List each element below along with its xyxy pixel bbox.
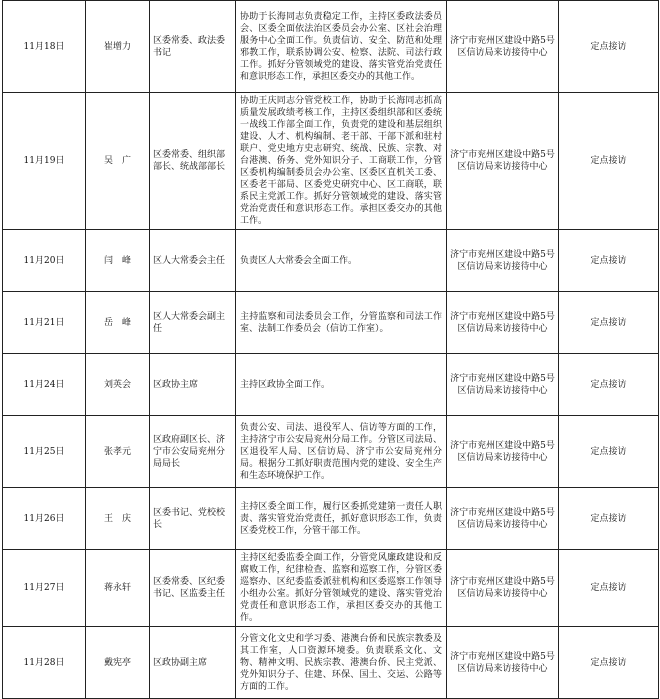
table-row xyxy=(3,627,659,699)
visit-date: 11月25日 xyxy=(3,416,86,488)
official-position: 区政协主席 xyxy=(150,354,236,416)
table-row xyxy=(3,230,659,292)
visit-date: 11月24日 xyxy=(3,354,86,416)
visit-schedule-table xyxy=(2,0,659,699)
official-name: 吴 广 xyxy=(86,93,150,230)
official-position: 区委常委、组织部部长、统战部部长 xyxy=(150,93,236,230)
official-name: 刘英会 xyxy=(86,354,150,416)
visit-address: 济宁市兖州区建设中路5号区信访局来访接待中心 xyxy=(447,292,559,354)
official-name: 蒋永轩 xyxy=(86,550,150,627)
visit-address: 济宁市兖州区建设中路5号区信访局来访接待中心 xyxy=(447,230,559,292)
reception-mode: 定点接访 xyxy=(559,416,659,488)
official-position: 区政府副区长、济宁市公安局兖州分局局长 xyxy=(150,416,236,488)
table-row xyxy=(3,550,659,627)
table-row xyxy=(3,354,659,416)
visit-address: 济宁市兖州区建设中路5号区信访局来访接待中心 xyxy=(447,416,559,488)
official-position: 区委常委、区纪委书记、区监委主任 xyxy=(150,550,236,627)
official-position: 区人大常委会副主任 xyxy=(150,292,236,354)
reception-mode: 定点接访 xyxy=(559,1,659,93)
visit-address: 济宁市兖州区建设中路5号区信访局来访接待中心 xyxy=(447,627,559,699)
visit-address: 济宁市兖州区建设中路5号区信访局来访接待中心 xyxy=(447,488,559,550)
official-duties: 主持区纪委监委全面工作，分管党风廉政建设和反腐败工作，纪律检查、监察和巡察工作，分管区委巡察办、区纪委监委派驻机构和区委巡察工作领导小组办公室。抓好分管领域党的建设、落实管党治党责任和意识形态工作，承担区委交办的其他工作。 xyxy=(236,550,447,627)
visit-address: 济宁市兖州区建设中路5号区信访局来访接待中心 xyxy=(447,1,559,93)
reception-mode: 定点接访 xyxy=(559,627,659,699)
visit-date: 11月21日 xyxy=(3,292,86,354)
table-row xyxy=(3,1,659,93)
official-duties: 协助王庆同志分管党校工作，协助于长海同志抓高质量发展政绩考核工作，主持区委组织部和区委统一战线工作部全面工作，负责党的建设和基层组织建设、人才、机构编制、老干部、干部下派和驻村联户、党史地方史志研究、统战、民族、宗教、对台港澳、侨务、党外知识分子、工商联工作，分管区委机构编制委员会办公室、区委区直机关工委、区委老干部局、区委党史研究中心、区工商联，联系民主党派工作。抓好分管领域党的建设、落实管党治党责任和意识形态工作。承担区委交办的其他工作。 xyxy=(236,93,447,230)
visit-date: 11月20日 xyxy=(3,230,86,292)
table-row xyxy=(3,93,659,230)
visit-address: 济宁市兖州区建设中路5号区信访局来访接待中心 xyxy=(447,93,559,230)
reception-mode: 定点接访 xyxy=(559,488,659,550)
table-row xyxy=(3,416,659,488)
official-duties: 主持区委全面工作，履行区委抓党建第一责任人职责、落实管党治党责任，抓好意识形态工作，负责区委党校工作，分管干部工作。 xyxy=(236,488,447,550)
official-position: 区政协副主席 xyxy=(150,627,236,699)
official-position: 区委书记、党校校长 xyxy=(150,488,236,550)
official-position: 区人大常委会主任 xyxy=(150,230,236,292)
table-row xyxy=(3,292,659,354)
official-duties: 协助于长海同志负责稳定工作，主持区委政法委员会、区委全面依法治区委员会办公室、区社会治理服务中心全面工作。负责信访、安全、防范和处理邪教工作，联系协调公安、检察、法院、司法行政工作。抓好分管领域党的建设、落实管党治党责任和意识形态工作，承担区委交办的其他工作。 xyxy=(236,1,447,93)
reception-mode: 定点接访 xyxy=(559,354,659,416)
official-duties: 负责区人大常委会全面工作。 xyxy=(236,230,447,292)
reception-mode: 定点接访 xyxy=(559,550,659,627)
reception-mode: 定点接访 xyxy=(559,93,659,230)
official-duties: 分管文化文史和学习委、港澳台侨和民族宗教委及其工作室，人口资源环境委。负责联系文化、文物、精神文明、民族宗教、港澳台侨、民主党派、党外知识分子、住建、环保、国土、交运、公路等方面的工作。 xyxy=(236,627,447,699)
visit-date: 11月26日 xyxy=(3,488,86,550)
official-name: 戴宪亭 xyxy=(86,627,150,699)
visit-address: 济宁市兖州区建设中路5号区信访局来访接待中心 xyxy=(447,550,559,627)
official-duties: 主持区政协全面工作。 xyxy=(236,354,447,416)
reception-mode: 定点接访 xyxy=(559,230,659,292)
official-name: 王 庆 xyxy=(86,488,150,550)
visit-date: 11月28日 xyxy=(3,627,86,699)
table-row xyxy=(3,488,659,550)
visit-date: 11月18日 xyxy=(3,1,86,93)
visit-address: 济宁市兖州区建设中路5号区信访局来访接待中心 xyxy=(447,354,559,416)
official-duties: 主持监察和司法委员会工作，分管监察和司法工作室、法制工作委员会（信访工作室）。 xyxy=(236,292,447,354)
official-name: 闫 峰 xyxy=(86,230,150,292)
reception-mode: 定点接访 xyxy=(559,292,659,354)
official-duties: 负责公安、司法、退役军人、信访等方面的工作，主持济宁市公安局兖州分局工作。分管区司法局、区退役军人局、区信访局、济宁市公安局兖州分局。根据分工抓好职责范围内党的建设、安全生产和生态环境保护工作。 xyxy=(236,416,447,488)
official-position: 区委常委、政法委书记 xyxy=(150,1,236,93)
official-name: 岳 峰 xyxy=(86,292,150,354)
visit-date: 11月27日 xyxy=(3,550,86,627)
official-name: 张孝元 xyxy=(86,416,150,488)
visit-date: 11月19日 xyxy=(3,93,86,230)
official-name: 崔增力 xyxy=(86,1,150,93)
